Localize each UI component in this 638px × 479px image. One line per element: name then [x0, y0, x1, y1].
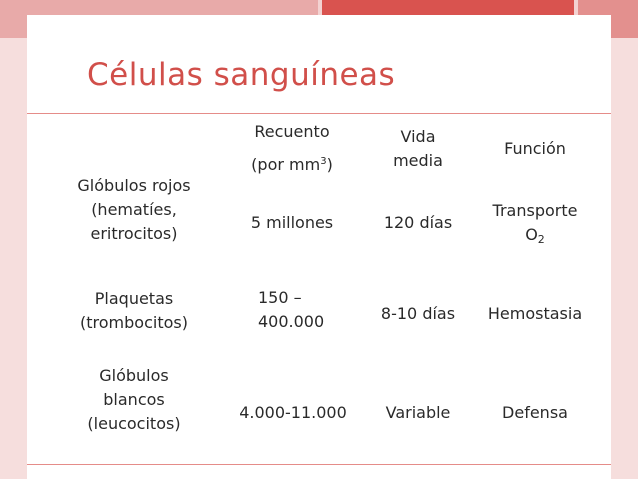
row-red-cells-function [476, 199, 594, 252]
row-white-cells-function: Defensa [502, 403, 568, 422]
row-platelets-count [258, 286, 348, 334]
row-count-line: 150 – [258, 288, 302, 307]
header-life [366, 125, 470, 173]
row-name-line: (trombocitos) [80, 313, 188, 332]
row-platelets-name [52, 287, 216, 335]
oxygen-subscript: 2 [537, 233, 545, 246]
row-red-cells-name [52, 174, 216, 246]
row-platelets-life: 8-10 días [380, 304, 456, 323]
header-count-close: ) [326, 155, 333, 174]
oxygen-symbol: O [525, 225, 538, 244]
row-name-line: blancos [103, 390, 165, 409]
row-name-line: Glóbulos rojos [77, 176, 191, 195]
row-function-line1: Transporte [492, 201, 578, 220]
row-white-cells-life: Variable [385, 403, 451, 422]
row-name-line: Plaquetas [94, 289, 174, 308]
slide-title: Células sanguíneas [87, 57, 396, 93]
header-function: Función [504, 139, 566, 158]
header-life-line1: Vida [400, 127, 436, 146]
title-divider [27, 113, 611, 114]
row-white-cells-name [52, 364, 216, 436]
bottom-divider [27, 464, 611, 465]
row-count-line: 400.000 [258, 312, 325, 331]
row-name-line: eritrocitos) [90, 224, 178, 243]
header-count-line2 [230, 150, 354, 177]
header-life-line2: media [393, 151, 443, 170]
header-count-exponent: 3 [320, 156, 327, 167]
row-red-cells-count: 5 millones [250, 213, 334, 232]
header-count-unit: (por mm [251, 155, 321, 174]
row-platelets-function: Hemostasia [487, 304, 583, 323]
row-red-cells-life: 120 días [383, 213, 453, 232]
row-name-line: (hematíes, [91, 200, 177, 219]
row-white-cells-count: 4.000-11.000 [239, 403, 347, 422]
header-count [230, 120, 354, 177]
row-function-line2 [476, 223, 594, 252]
row-name-line: Glóbulos [99, 366, 169, 385]
row-name-line: (leucocitos) [87, 414, 181, 433]
header-count-line1: Recuento [254, 122, 330, 141]
